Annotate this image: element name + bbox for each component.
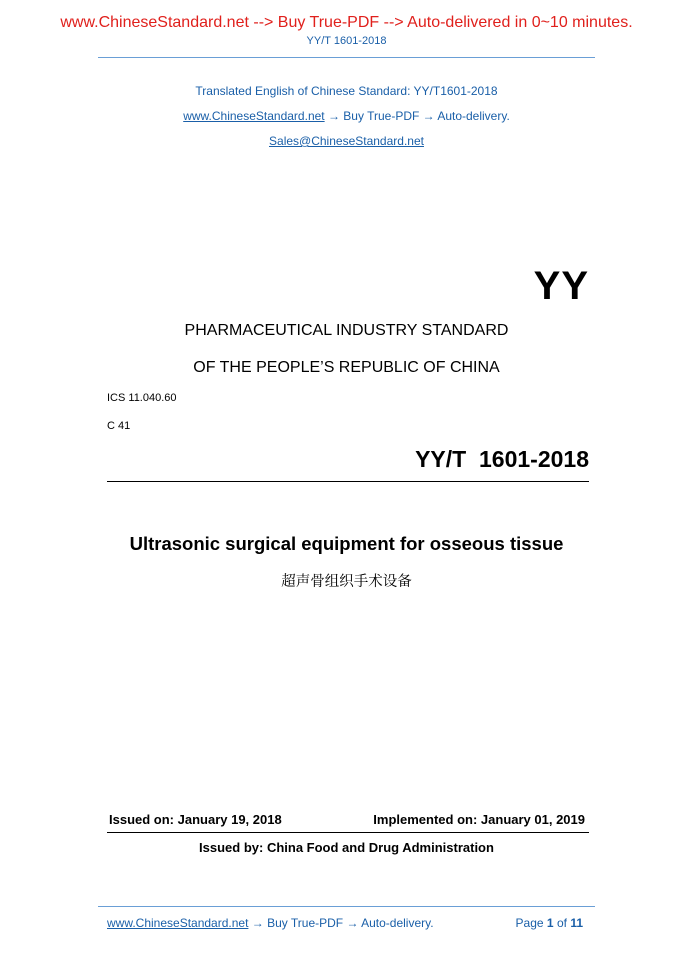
page-indicator <box>516 916 583 930</box>
page-total: 11 <box>570 916 583 930</box>
buy-line <box>0 109 693 123</box>
page-current: 1 <box>546 916 554 930</box>
site-link[interactable]: www.ChineseStandard.net <box>183 109 325 123</box>
implemented-on-date: Implemented on: January 01, 2019 <box>373 812 585 827</box>
footer-buy-text: → Buy True-PDF → Auto-delivery. <box>248 916 434 930</box>
footer-site-link[interactable]: www.ChineseStandard.net <box>107 916 249 930</box>
header-divider <box>98 57 595 58</box>
document-title-chinese: 超声骨组织手术设备 <box>281 574 412 590</box>
dates-divider <box>107 832 589 833</box>
footer-divider <box>98 906 595 907</box>
standard-number: YY/T 1601-2018 <box>415 446 589 472</box>
ics-code: ICS 11.040.60 <box>107 392 177 404</box>
issued-on-date: Issued on: January 19, 2018 <box>109 812 282 827</box>
page-of: of <box>556 916 567 930</box>
sales-line <box>0 134 693 148</box>
document-title-english: Ultrasonic surgical equipment for osseous tissue <box>129 533 564 554</box>
title-divider <box>107 481 589 482</box>
page-label: Page <box>515 916 544 930</box>
standard-heading-line2: OF THE PEOPLE’S REPUBLIC OF CHINA <box>193 359 500 376</box>
top-banner[interactable]: www.ChineseStandard.net --> Buy True-PDF --> Auto-delivered in 0~10 minutes. <box>60 14 633 31</box>
header-standard-code: YY/T 1601-2018 <box>306 35 387 47</box>
issuing-authority: Issued by: China Food and Drug Administration <box>199 840 494 855</box>
standard-heading-line1: PHARMACEUTICAL INDUSTRY STANDARD <box>184 322 509 339</box>
translated-notice: Translated English of Chinese Standard: YY/T1601-2018 <box>195 84 498 98</box>
sales-email-link[interactable]: Sales@ChineseStandard.net <box>269 134 424 148</box>
standard-mark: YY <box>533 264 589 308</box>
buy-text: → Buy True-PDF → Auto-delivery. <box>324 109 510 123</box>
footer-links <box>107 916 434 930</box>
classification-code: C 41 <box>107 420 131 432</box>
